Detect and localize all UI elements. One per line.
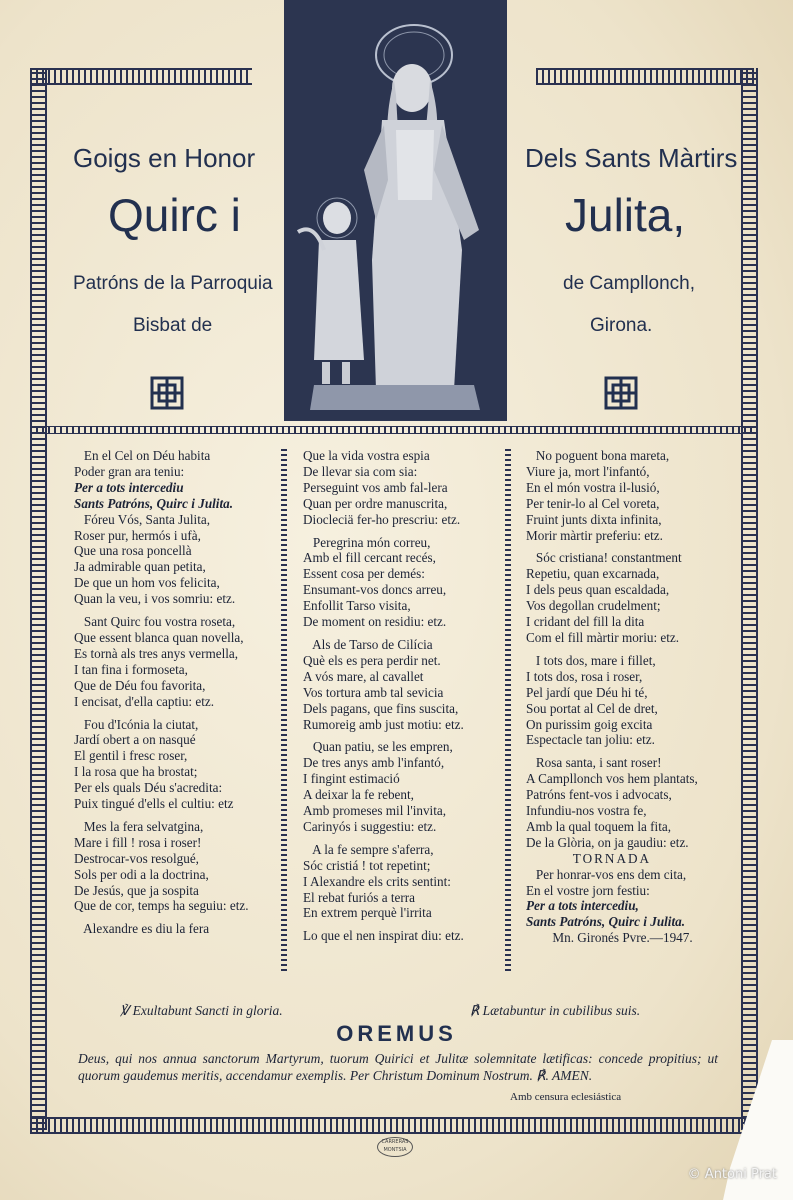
verse-line: Lo que el nen inspirat diu: etz.: [303, 928, 464, 944]
verse-line: Puix tingué d'ells el cultiu: etz: [74, 796, 234, 812]
verse-line: Diocleciä fer-ho prescriu: etz.: [303, 511, 461, 527]
verse-line: I la rosa que ha brostat;: [74, 764, 198, 780]
verse-line: Quan la veu, i vos somriu: etz.: [74, 591, 236, 607]
verse-line: Vos tortura amb tal sevicia: [303, 684, 444, 700]
verse-line: Essent cosa per demés:: [303, 566, 425, 582]
border-bottom: [30, 1117, 754, 1134]
border-right: [741, 68, 758, 1130]
verse-line: En el món vostra il-lusió,: [526, 479, 660, 495]
verse-line: Per a tots intercediu: [74, 479, 184, 495]
verse-line: Rosa santa, i sant roser!: [526, 755, 662, 771]
verse-line: Als de Tarso de Cilícia: [303, 636, 433, 652]
verse-line: Sants Patróns, Quirc i Julita.: [526, 914, 686, 930]
verse-line: [526, 646, 698, 653]
statue-illustration: [284, 0, 507, 421]
verse-line: Sóc cristiana! constantment: [526, 550, 682, 566]
verse-line: [526, 748, 698, 755]
verse-line: De llevar sia com sia:: [303, 463, 418, 479]
title-right-line3: de Campllonch,: [563, 273, 696, 294]
title-left-big: Quirc i: [108, 189, 241, 241]
verse-line: Per a tots intercediu,: [526, 898, 639, 914]
verse-line: Sants Patróns, Quirc i Julita.: [74, 495, 234, 511]
border-left: [30, 68, 47, 1130]
verse-line: Rumoreig amb just motiu: etz.: [303, 716, 464, 732]
verse-line: Que de Déu fou favorita,: [74, 677, 206, 693]
verse-line: Espectacle tan joliu: etz.: [526, 732, 655, 748]
verse-line: Amb el fill cercant recés,: [303, 550, 436, 566]
verse-line: Que essent blanca quan novella,: [74, 629, 244, 645]
title-right-line1: Dels Sants Màrtirs: [525, 143, 738, 173]
verse-line: Fóreu Vós, Santa Julita,: [74, 511, 211, 527]
verse-line: A vós mare, al cavallet: [303, 668, 424, 684]
verse-line: De que un hom vos felicita,: [74, 575, 220, 591]
verse-line: Que la vida vostra espia: [303, 448, 430, 463]
verse-column-1: [74, 448, 249, 937]
verse-line: A Campllonch vos hem plantats,: [526, 771, 698, 787]
verse-line: [303, 732, 464, 739]
versicle: ℣ Exultabunt Sancti in gloria.: [120, 1003, 283, 1018]
verse-line: A deixar la fe rebent,: [303, 787, 414, 803]
verse-line: Ja admirable quan petita,: [74, 559, 206, 575]
verse-line: I Alexandre els crits sentint:: [303, 873, 451, 889]
verse-column-2: [303, 448, 464, 944]
verse-line: I tots dos, mare i fillet,: [526, 652, 656, 668]
verse-line: Destrocar-vos resolgué,: [74, 850, 199, 866]
verse-line: I cridant del fill la dita: [526, 614, 645, 630]
verse-line: Sóc cristiá ! tot repetint;: [303, 857, 431, 873]
verse-line: Roser pur, hermós i ufà,: [74, 527, 201, 543]
saints-statue-photo: [284, 0, 507, 421]
verse-line: En el vostre jorn festiu:: [526, 882, 650, 898]
verse-line: Com el fill màrtir moriu: etz.: [526, 629, 680, 645]
verse-line: En el Cel on Déu habita: [74, 448, 211, 463]
response: ℟ Lætabuntur in cubilibus suis.: [470, 1003, 641, 1018]
verse-line: Es tornà als tres anys vermella,: [74, 645, 239, 661]
verse-line: Ensumant-vos doncs arreu,: [303, 582, 447, 598]
verse-line: Carinyós i suggestiu: etz.: [303, 818, 437, 834]
verse-line: Enfollit Tarso visita,: [303, 598, 411, 614]
verse-line: [74, 914, 249, 921]
verse-line: Quan patiu, se les empren,: [303, 739, 453, 755]
knot-ornament-icon: [150, 376, 184, 410]
verse-line: Mare i fill ! rosa i roser!: [74, 834, 202, 850]
verse-line: Que de cor, temps ha seguiu: etz.: [74, 898, 249, 914]
verse-line: I encisat, d'ella captiu: etz.: [74, 693, 215, 709]
verse-column-3: [526, 448, 698, 946]
verse-line: Peregrina món correu,: [303, 534, 431, 550]
border-top-left: [30, 68, 252, 85]
knot-ornament-icon: [604, 376, 638, 410]
verse-line: Amb la qual toquem la fita,: [526, 818, 672, 834]
verse-line: I dels peus quan escaldada,: [526, 582, 670, 598]
copyright-watermark: © Antoni Prat: [687, 1167, 777, 1182]
prayer-text: Deus, qui nos annua sanctorum Martyrum, tuorum Quirici et Julitæ solemnitate lætificas: concede propitius; ut quorum gaudemus meritis, accendamur exemplis. Per Christum Dominum Nostrum. ℟. AMEN.: [78, 1051, 718, 1083]
verse-line: Per tenir-lo al Cel voreta,: [526, 495, 660, 511]
column-divider: [281, 446, 287, 971]
title-right-big: Julita,: [565, 189, 686, 241]
verse-line: [74, 607, 249, 614]
verse-line: Patróns fent-vos i advocats,: [526, 787, 672, 803]
censura-note: Amb censura eclesiástica: [510, 1091, 622, 1103]
verse-line: [526, 543, 698, 550]
title-left-line1: Goigs en Honor: [73, 143, 256, 173]
border-middle: [30, 426, 754, 434]
verse-line: Què els es pera perdir net.: [303, 652, 441, 668]
verse-line: Per honrar-vos ens dem cita,: [526, 866, 687, 882]
verse-line: De tres anys amb l'infantó,: [303, 755, 445, 771]
verse-line: I tots dos, rosa i roser,: [526, 668, 643, 684]
verse-line: [303, 630, 464, 637]
verse-line: De moment on residiu: etz.: [303, 614, 447, 630]
verse-line: En extrem perquè l'irrita: [303, 905, 432, 921]
border-top-right: [536, 68, 754, 85]
verse-line: Alexandre es diu la fera: [74, 921, 210, 937]
verse-line: Fruint junts dixta infinita,: [526, 511, 662, 527]
verse-line: TORNADA: [572, 850, 652, 866]
verse-line: Repetiu, quan excarnada,: [526, 566, 660, 582]
verse-line: Que una rosa poncellà: [74, 543, 192, 559]
verse-line: Mn. Gironés Pvre.—1947.: [526, 930, 693, 946]
verse-line: Morir màrtir preferiu: etz.: [526, 527, 663, 543]
verse-line: Sant Quirc fou vostra roseta,: [74, 614, 236, 630]
verse-line: Fou d'Icónia la ciutat,: [74, 716, 199, 732]
verse-line: El rebat furiós a terra: [303, 889, 416, 905]
verse-line: Poder gran ara teniu:: [74, 463, 185, 479]
verse-line: Amb promeses mil l'invita,: [303, 803, 447, 819]
verse-line: Perseguint vos amb fal-lera: [303, 479, 448, 495]
verse-line: A la fe sempre s'aferra,: [303, 841, 434, 857]
verse-line: [303, 528, 464, 535]
verse-line: De Jesús, que ja sospita: [74, 882, 199, 898]
verse-line: Jardí obert a on nasqué: [74, 732, 196, 748]
verse-line: Per els quals Déu s'acredita:: [74, 780, 223, 796]
title-left-line3: Patróns de la Parroquia: [73, 273, 273, 294]
verse-line: [74, 812, 249, 819]
verse-line: On purissim goig excita: [526, 716, 653, 732]
printer-stamp: CARRERAS MONTSIA: [377, 1137, 413, 1157]
verse-line: [303, 835, 464, 842]
title-left-line4: Bisbat de: [133, 315, 213, 336]
verse-line: Sols per odi a la doctrina,: [74, 866, 209, 882]
verse-line: I tan fina i formoseta,: [74, 661, 188, 677]
verse-line: Pel jardí que Déu hi té,: [526, 684, 648, 700]
verse-line: Viure ja, mort l'infantó,: [526, 463, 650, 479]
verse-line: Dels pagans, que fins suscita,: [303, 700, 459, 716]
verse-line: Mes la fera selvatgina,: [74, 818, 204, 834]
verse-line: Infundiu-nos vostra fe,: [526, 803, 647, 819]
verse-line: De la Glòria, on ja gaudiu: etz.: [526, 834, 689, 850]
verse-line: Vos degollan crudelment;: [526, 598, 661, 614]
verse-line: [303, 921, 464, 928]
verse-line: Sou portat al Cel de dret,: [526, 700, 658, 716]
column-divider: [505, 446, 511, 971]
verse-line: Quan per ordre manuscrita,: [303, 495, 448, 511]
title-right-line4: Girona.: [590, 315, 653, 336]
verse-line: No poguent bona mareta,: [526, 448, 670, 463]
oremus-heading: OREMUS: [336, 1021, 457, 1046]
verse-line: [74, 710, 249, 717]
verse-line: El gentil i fresc roser,: [74, 748, 188, 764]
verse-line: I fingint estimació: [303, 771, 400, 787]
